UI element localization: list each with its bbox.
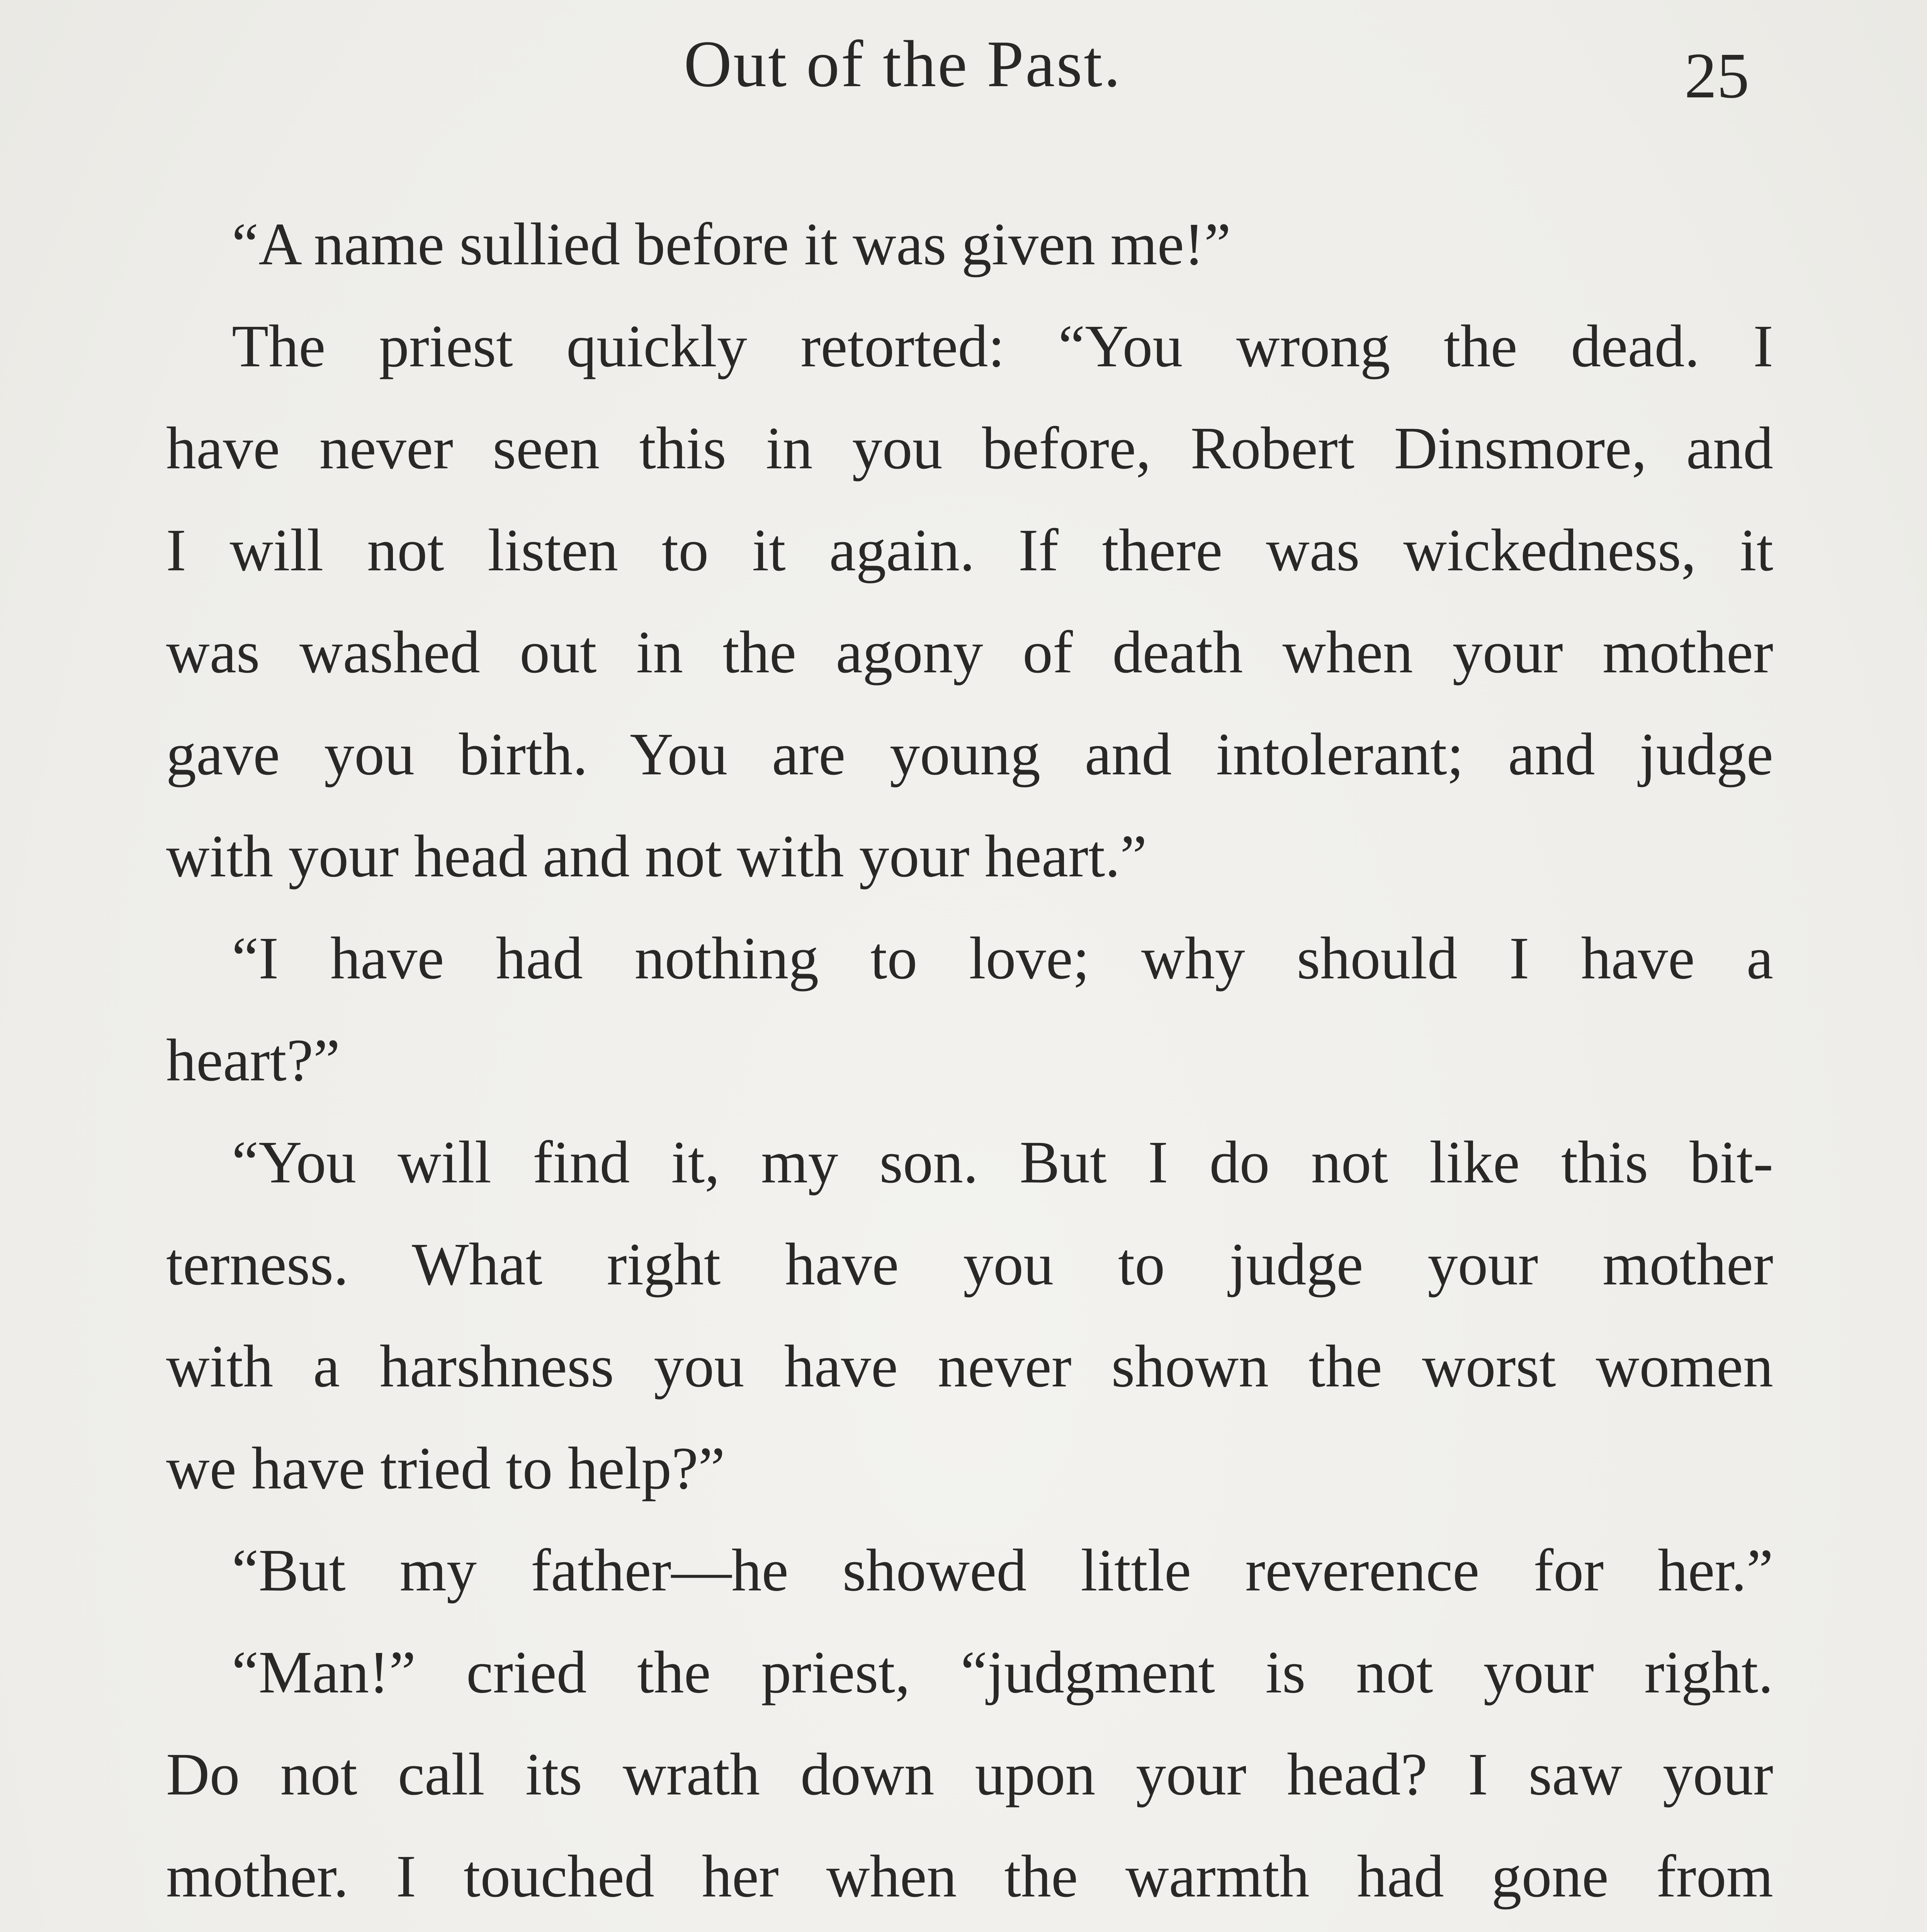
text-line: “A name sullied before it was given me!” xyxy=(232,211,1231,277)
text-line: The priest quickly retorted: “You wrong the dead. I xyxy=(232,313,1773,379)
text-line: mother. I touched her when the warmth had gone from xyxy=(166,1843,1773,1910)
text-line: “Man!” cried the priest, “judgment is not your right. xyxy=(232,1639,1773,1706)
text-line xyxy=(166,1927,1773,1932)
text-line: gave you birth. You are young and intolerant; and judge xyxy=(166,721,1773,787)
running-head xyxy=(0,23,1927,124)
text-line: I will not listen to it again. If there was wickedness, it xyxy=(166,517,1773,583)
text-line: with your head and not with your heart.” xyxy=(166,823,1147,889)
body-text xyxy=(166,193,1773,1932)
text-line: “But my father—he showed little reverence for her.” xyxy=(232,1537,1773,1604)
text-line: we have tried to help?” xyxy=(166,1435,725,1502)
text-line: “I have had nothing to love; why should I have a xyxy=(232,925,1773,992)
text-line: with a harshness you have never shown the worst women xyxy=(166,1333,1773,1400)
text-line: have never seen this in you before, Robert Dinsmore, and xyxy=(166,415,1773,481)
page-number: 25 xyxy=(1684,40,1749,112)
text-line: was washed out in the agony of death when your mother xyxy=(166,619,1773,685)
text-line: “You will find it, my son. But I do not like this bit- xyxy=(232,1129,1773,1196)
text-line: terness. What right have you to judge your mother xyxy=(166,1231,1773,1298)
running-title: Out of the Past. xyxy=(684,27,1122,101)
text-line: Do not call its wrath down upon your head? I saw your xyxy=(166,1741,1773,1808)
text-line: heart?” xyxy=(166,1027,340,1094)
